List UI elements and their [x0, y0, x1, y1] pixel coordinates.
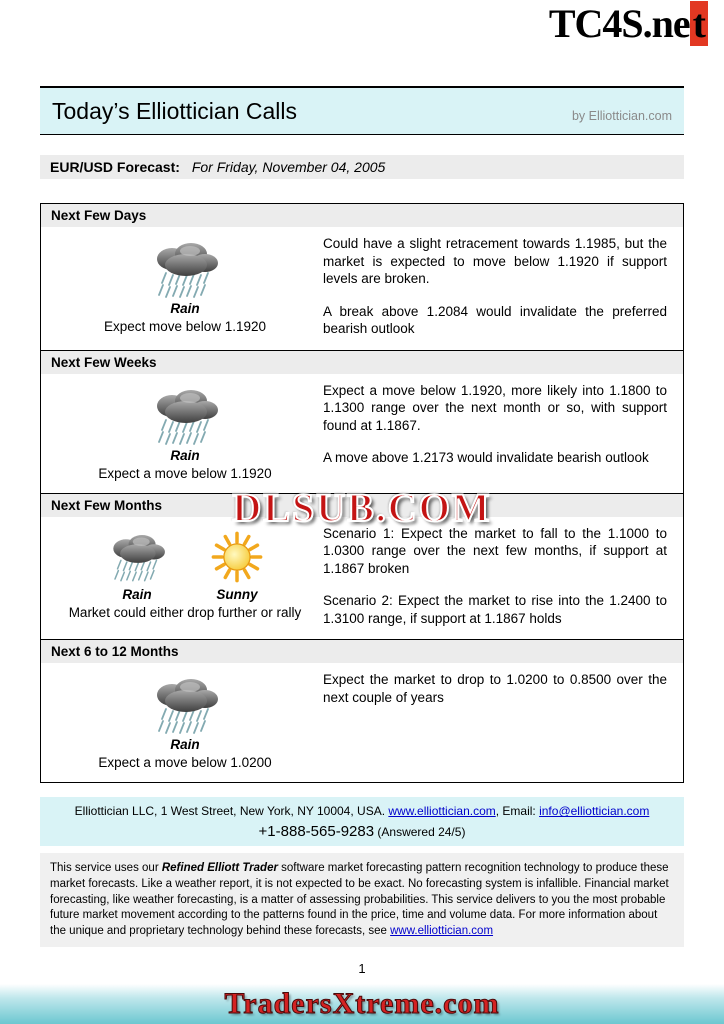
section-title: Next Few Months	[41, 494, 683, 517]
weather-label: Sunny	[216, 586, 258, 602]
weather-column	[51, 382, 319, 481]
tc4s-logo-accent: t	[690, 1, 708, 46]
disclaimer	[40, 853, 684, 947]
weather-caption: Expect a move below 1.0200	[98, 755, 272, 771]
weather-icon-pair	[104, 529, 266, 602]
bottom-banner	[0, 984, 724, 1024]
website-link[interactable]: www.elliottician.com	[388, 804, 496, 819]
weather-option-sunny	[208, 529, 266, 602]
weather-caption: Market could either drop further or rally	[68, 604, 302, 620]
disclaimer-website-link[interactable]: www.elliottician.com	[390, 924, 494, 937]
forecast-paragraph: Expect a move below 1.1920, more likely into 1.1800 to 1.1300 range over the next month or so, with support found at 1.1867.	[323, 382, 667, 433]
weather-column	[51, 235, 319, 338]
rain-icon	[146, 386, 224, 446]
section-next-few-months	[41, 484, 683, 640]
section-next-few-weeks	[41, 350, 683, 493]
forecast-pair-label: EUR/USD Forecast:	[50, 159, 180, 175]
email-label: , Email:	[495, 804, 540, 819]
section-content	[41, 663, 683, 782]
section-content	[41, 374, 683, 493]
forecast-sections-box	[40, 203, 684, 783]
section-title: Next 6 to 12 Months	[41, 640, 683, 663]
weather-label: Rain	[170, 447, 200, 463]
section-next-6-12-months	[41, 639, 683, 782]
header-bar	[40, 86, 684, 135]
section-content	[41, 517, 683, 640]
tc4s-logo	[549, 2, 708, 46]
dlsub-watermark: DLSUB.COM	[232, 484, 492, 530]
byline: by Elliottician.com	[571, 109, 672, 123]
contact-phone-line	[46, 823, 678, 840]
section-title: Next Few Days	[41, 204, 683, 227]
tc4s-logo-text: TC4S.ne	[548, 1, 690, 46]
rain-icon	[104, 529, 170, 585]
forecast-text-column	[319, 671, 671, 770]
forecast-paragraph: Could have a slight retracement towards 1.1985, but the market is expected to move below 1.1920 if support levels are broken.	[323, 236, 667, 287]
product-name: Refined Elliott Trader	[161, 862, 278, 875]
forecast-text-column	[319, 382, 671, 481]
forecast-heading-bar	[40, 155, 684, 179]
forecast-text-column	[319, 235, 671, 338]
weather-option-rain	[104, 529, 170, 602]
phone-note: (Answered 24/5)	[374, 825, 466, 840]
sun-icon	[208, 529, 266, 585]
forecast-paragraph: Scenario 1: Expect the market to fall to the 1.1000 to 1.0300 range over the next few months, if support at 1.1867 broken	[323, 525, 667, 576]
email-link[interactable]: info@elliottician.com	[539, 804, 650, 819]
forecast-date: For Friday, November 04, 2005	[191, 159, 386, 175]
forecast-paragraph: Expect the market to drop to 1.0200 to 0.8500 over the next couple of years	[323, 672, 667, 706]
tradersxtreme-logo: TradersXtreme.com	[224, 987, 500, 1020]
rain-icon	[146, 675, 224, 735]
weather-caption: Expect a move below 1.1920	[98, 465, 272, 481]
section-title: Next Few Weeks	[41, 351, 683, 374]
contact-address-line	[46, 804, 678, 818]
disclaimer-text: This service uses our	[50, 862, 162, 875]
weather-column	[51, 671, 319, 770]
page-number: 1	[358, 961, 366, 977]
rain-icon	[146, 239, 224, 299]
forecast-paragraph: A break above 1.2084 would invalidate the preferred bearish outlook	[323, 303, 667, 337]
forecast-text-column	[319, 525, 671, 628]
phone-number: +1-888-565-9283	[258, 823, 375, 841]
weather-label: Rain	[122, 586, 152, 602]
contact-footer	[40, 797, 684, 846]
weather-label: Rain	[170, 737, 200, 753]
address-text: Elliottician LLC, 1 West Street, New York, NY 10004, USA.	[74, 804, 389, 819]
forecast-paragraph: A move above 1.2173 would invalidate bearish outlook	[323, 450, 649, 466]
forecast-paragraph: Scenario 2: Expect the market to rise into the 1.2400 to 1.3100 range, if support at 1.1867 holds	[323, 593, 667, 626]
weather-column	[51, 525, 319, 628]
weather-caption: Expect move below 1.1920	[103, 319, 267, 334]
disclaimer-text: software market forecasting pattern recognition technology to produce these market forecasts. Like a weather report, it is not expected to be exact. No forecasting system is infallible. Financial market forecasting, like weather forecasting, is a matter of assessing probabilities. This service delivers to you the most probable future market movement according to the patterns found in the price, time and volume data. For more information about the unique and proprietary technology behind these forecasts, see	[50, 862, 669, 937]
weather-label: Rain	[170, 301, 200, 316]
section-content	[41, 227, 683, 350]
section-next-few-days	[41, 204, 683, 350]
page-title: Today’s Elliottician Calls	[52, 97, 298, 124]
